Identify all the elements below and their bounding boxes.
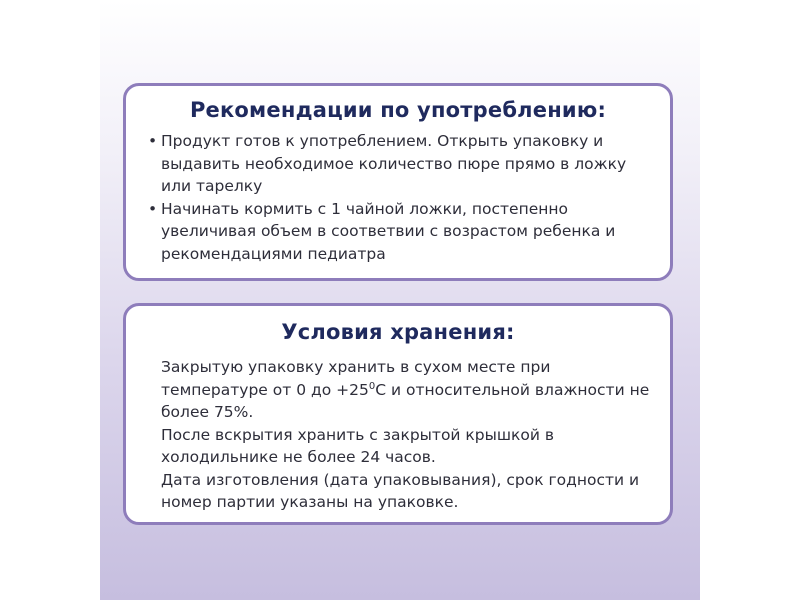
storage-after-opening-paragraph: После вскрытия хранить с закрытой крышкой в холодильнике не более 24 часов. <box>161 425 555 466</box>
usage-list <box>126 130 670 265</box>
storage-temperature-paragraph <box>161 356 652 424</box>
storage-temp-before: Закрытую упаковку хранить в сухом месте при температуре от 0 до +25 <box>161 358 551 399</box>
bullet-icon: • <box>148 199 158 218</box>
usage-item-text: Продукт готов к употреблением. Открыть упаковку и выдавить необходимое количество пюре прямо в ложку или тарелку <box>161 132 627 195</box>
usage-item-text: Начинать кормить с 1 чайной ложки, постепенно увеличивая объем в соответвии с возрастом ребенка и рекомендациями педиатра <box>161 199 616 263</box>
storage-date-paragraph: Дата изготовления (дата упаковывания), срок годности и номер партии указаны на упаковке. <box>161 470 640 511</box>
storage-temp-degree: 0 <box>368 380 376 392</box>
usage-recommendations-card <box>123 83 673 281</box>
usage-title: Рекомендации по употреблению: <box>189 98 607 122</box>
storage-temp-after: С и относительной влажности не более 75%. <box>161 380 650 421</box>
usage-item <box>148 130 652 198</box>
storage-text <box>161 356 652 514</box>
usage-item <box>148 198 652 266</box>
product-info-panel <box>100 0 700 600</box>
storage-conditions-card <box>123 303 673 525</box>
storage-title: Условия хранения: <box>281 320 515 344</box>
bullet-icon: • <box>148 132 158 150</box>
